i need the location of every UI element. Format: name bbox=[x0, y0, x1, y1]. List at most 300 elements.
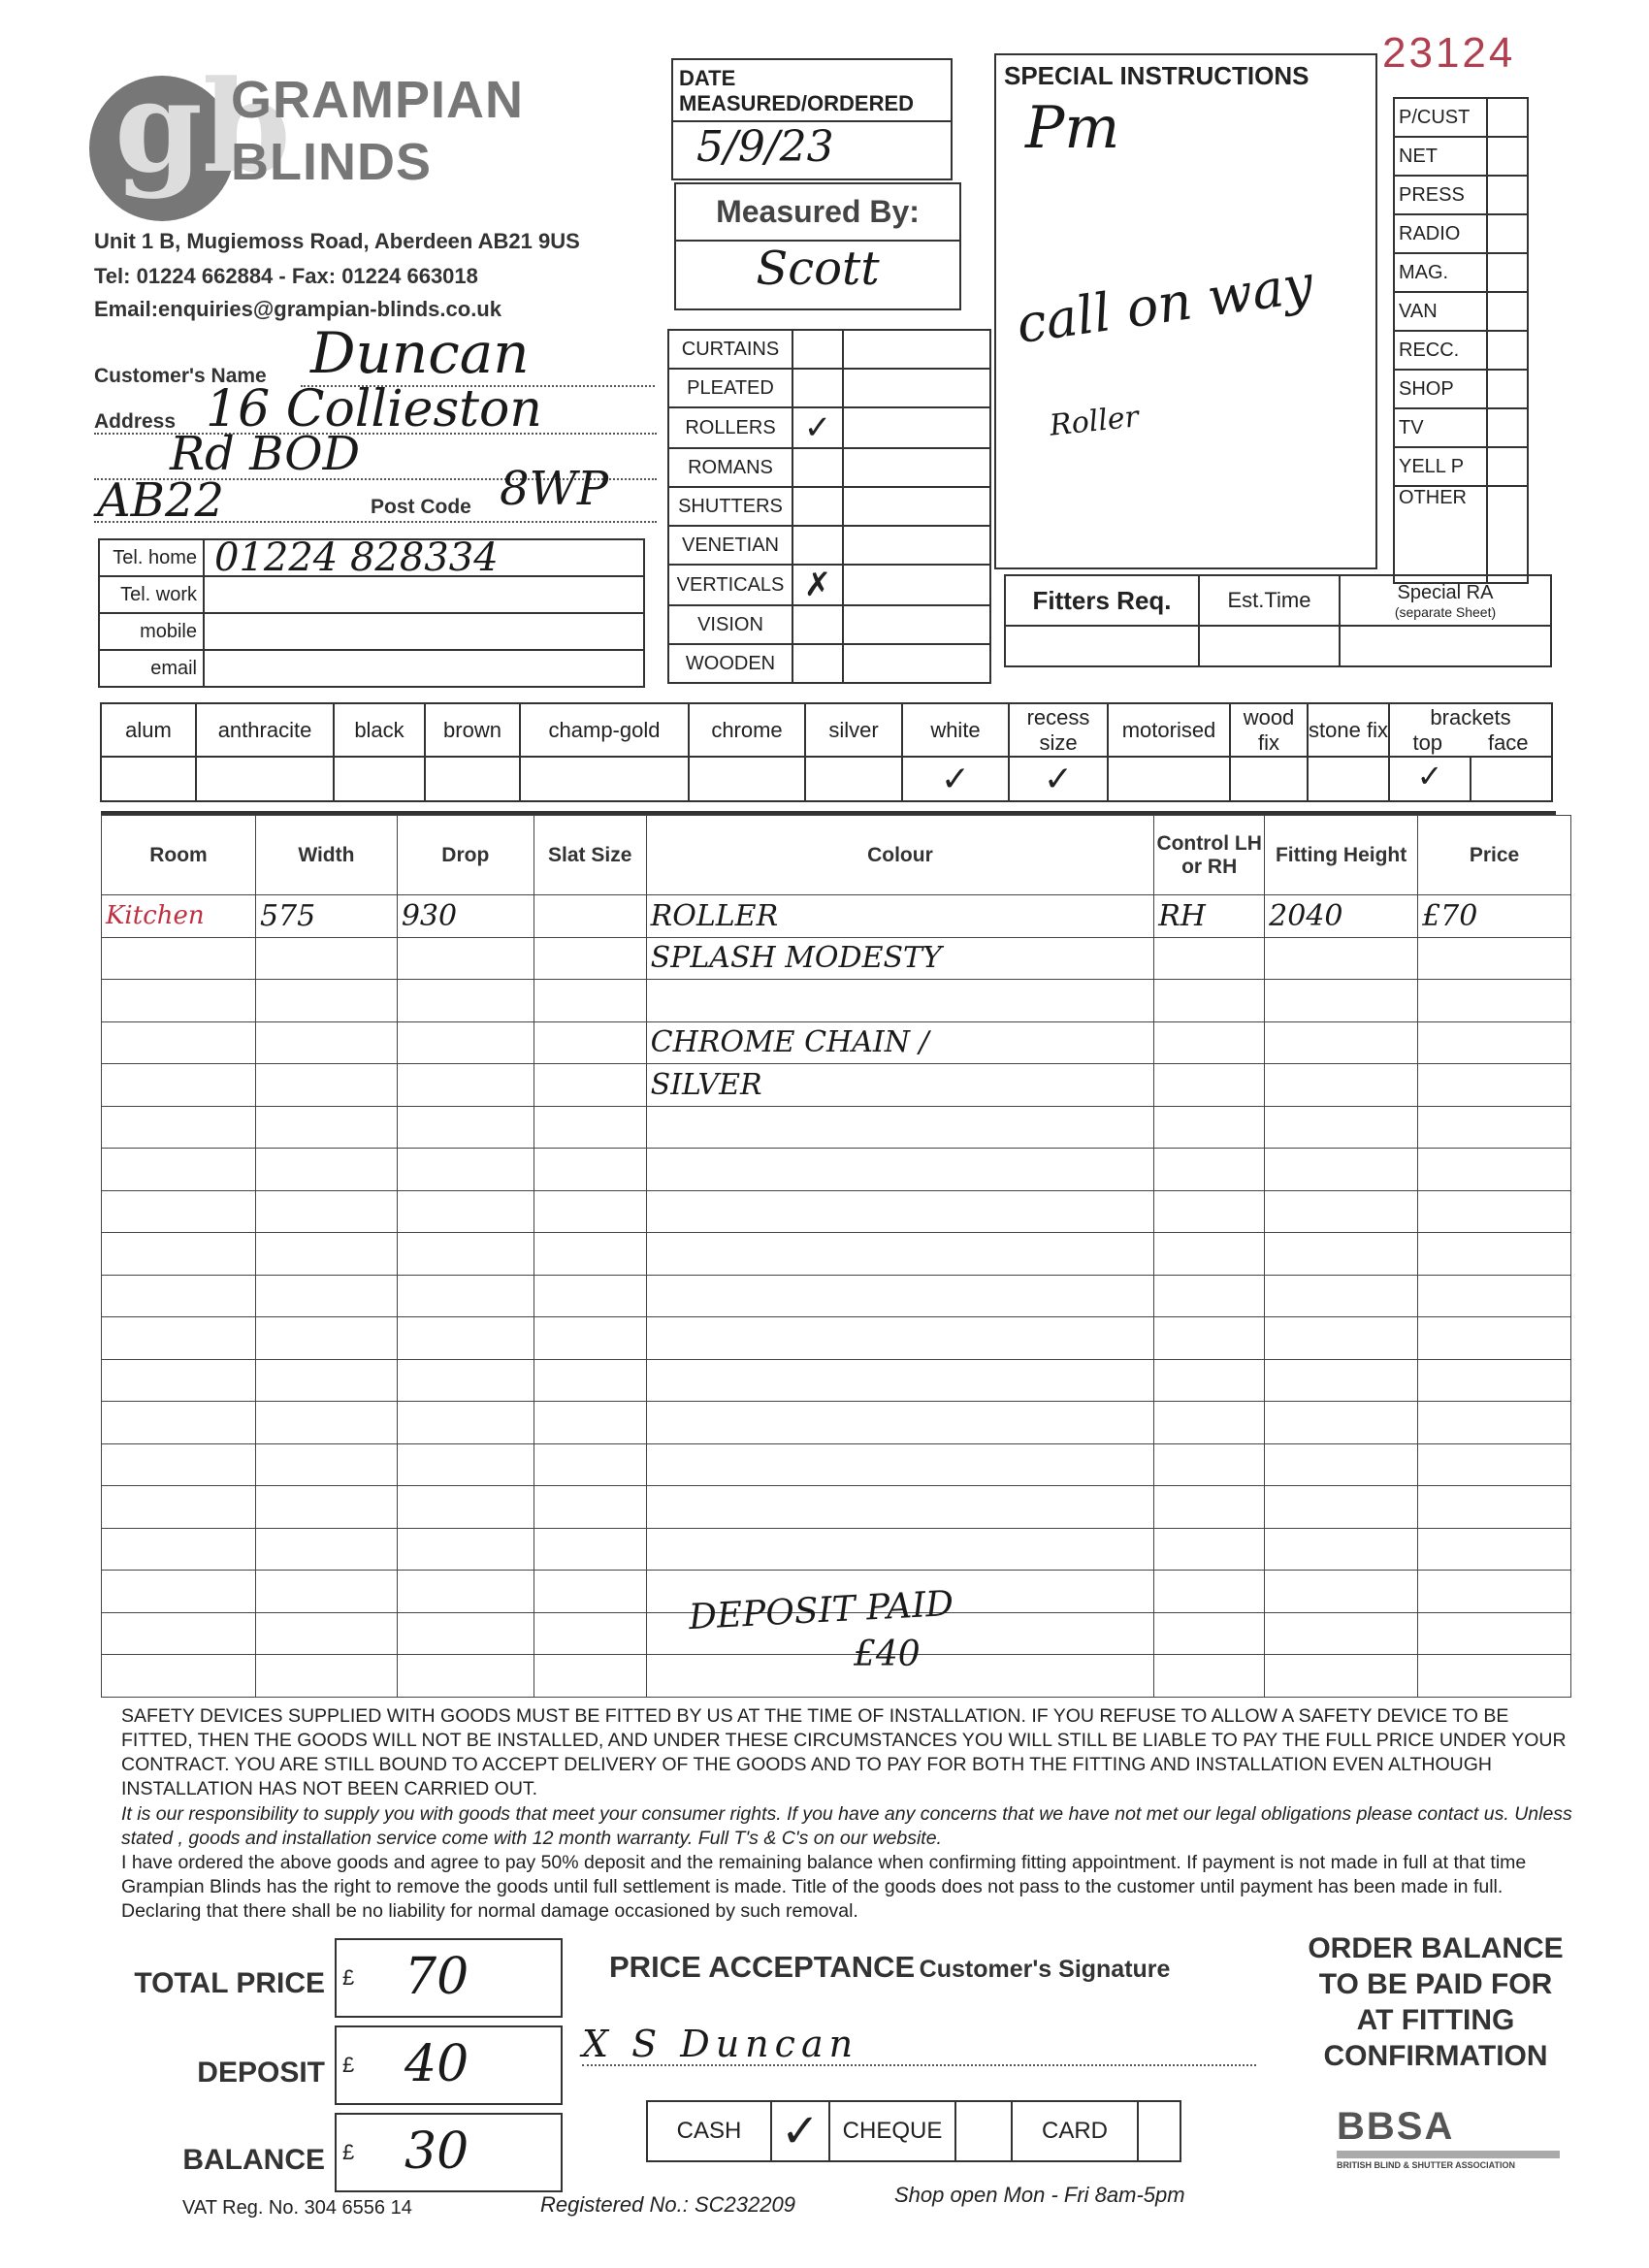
cheque-checkbox[interactable] bbox=[955, 2101, 1012, 2161]
table-cell[interactable]: RH bbox=[1154, 895, 1265, 938]
table-cell[interactable] bbox=[1154, 1233, 1265, 1276]
contact-table bbox=[98, 535, 645, 688]
address-line2-value[interactable]: Rd BOD bbox=[170, 427, 361, 481]
product-notes[interactable] bbox=[843, 565, 990, 605]
table-cell[interactable] bbox=[102, 1443, 256, 1486]
brackets-top-label: top bbox=[1412, 729, 1443, 755]
table-cell[interactable] bbox=[646, 1317, 1154, 1360]
special-instructions-box bbox=[994, 53, 1377, 569]
table-cell[interactable] bbox=[255, 1655, 397, 1698]
colour-option-checkbox[interactable] bbox=[689, 757, 805, 801]
table-cell[interactable] bbox=[1154, 980, 1265, 1022]
table-row bbox=[102, 1233, 1571, 1276]
customer-signature[interactable]: X S Duncan bbox=[582, 2023, 859, 2065]
special-instructions-note[interactable]: call on way bbox=[1013, 252, 1317, 356]
table-cell[interactable] bbox=[397, 1528, 534, 1571]
table-cell[interactable] bbox=[1265, 980, 1418, 1022]
table-cell[interactable] bbox=[1265, 1106, 1418, 1149]
table-row bbox=[102, 1443, 1571, 1486]
table-cell[interactable] bbox=[397, 1317, 534, 1360]
table-cell[interactable] bbox=[1154, 1275, 1265, 1317]
source-checkbox[interactable] bbox=[1487, 486, 1528, 583]
table-cell[interactable] bbox=[397, 1612, 534, 1655]
colour-option-label: recess size bbox=[1009, 703, 1108, 757]
fitters-req-field[interactable] bbox=[1005, 626, 1199, 666]
bbsa-logo bbox=[1337, 2105, 1560, 2170]
cash-checkbox[interactable]: ✓ bbox=[771, 2101, 829, 2161]
special-instructions-note[interactable]: Pm bbox=[1025, 94, 1120, 162]
table-cell[interactable]: SILVER bbox=[646, 1064, 1154, 1107]
colour-option-checkbox[interactable]: ✓ bbox=[1009, 757, 1108, 801]
source-checkbox[interactable] bbox=[1487, 331, 1528, 370]
table-cell[interactable] bbox=[1418, 1064, 1571, 1107]
table-cell[interactable] bbox=[646, 1402, 1154, 1444]
table-cell[interactable] bbox=[646, 1359, 1154, 1402]
product-notes[interactable] bbox=[843, 330, 990, 369]
table-cell[interactable] bbox=[534, 1655, 646, 1698]
total-price-label: TOTAL PRICE bbox=[134, 1967, 325, 1999]
date-label-2: MEASURED/ORDERED bbox=[673, 91, 951, 122]
table-cell[interactable] bbox=[534, 1106, 646, 1149]
company-phone: Tel: 01224 662884 - Fax: 01224 663018 bbox=[94, 264, 478, 288]
table-cell[interactable] bbox=[1154, 1443, 1265, 1486]
column-header: Colour bbox=[646, 816, 1154, 895]
table-row bbox=[102, 1149, 1571, 1191]
vat-number: VAT Reg. No. 304 6556 14 bbox=[182, 2197, 412, 2219]
table-cell[interactable] bbox=[255, 1064, 397, 1107]
source-row bbox=[1394, 486, 1528, 583]
product-row bbox=[668, 605, 990, 644]
bbsa-subtitle: BRITISH BLIND & SHUTTER ASSOCIATION bbox=[1337, 2160, 1515, 2170]
table-cell[interactable] bbox=[534, 1443, 646, 1486]
table-cell[interactable] bbox=[1154, 1571, 1265, 1613]
table-cell[interactable] bbox=[534, 1571, 646, 1613]
table-cell[interactable] bbox=[646, 1486, 1154, 1529]
product-notes[interactable] bbox=[843, 487, 990, 526]
product-label: VISION bbox=[668, 605, 792, 644]
table-cell[interactable] bbox=[102, 1233, 256, 1276]
table-cell[interactable]: SPLASH MODESTY bbox=[646, 937, 1154, 980]
table-cell[interactable] bbox=[1154, 1149, 1265, 1191]
table-cell[interactable]: £70 bbox=[1418, 895, 1571, 938]
contact-value[interactable] bbox=[204, 650, 644, 687]
table-cell[interactable] bbox=[397, 1064, 534, 1107]
order-balance-line: CONFIRMATION bbox=[1323, 2040, 1548, 2072]
colour-option-label: champ-gold bbox=[520, 703, 689, 757]
table-cell[interactable] bbox=[646, 1149, 1154, 1191]
table-cell[interactable] bbox=[255, 1021, 397, 1064]
brackets-option bbox=[1389, 703, 1552, 757]
product-checkbox[interactable] bbox=[792, 369, 843, 407]
table-cell[interactable] bbox=[102, 1486, 256, 1529]
table-cell[interactable] bbox=[102, 980, 256, 1022]
table-cell[interactable] bbox=[1265, 1612, 1418, 1655]
table-cell[interactable] bbox=[1418, 1021, 1571, 1064]
source-row bbox=[1394, 408, 1528, 447]
table-cell[interactable] bbox=[646, 1275, 1154, 1317]
product-label: ROMANS bbox=[668, 448, 792, 487]
source-checkbox[interactable] bbox=[1487, 253, 1528, 292]
table-cell[interactable] bbox=[1265, 1317, 1418, 1360]
table-cell[interactable] bbox=[255, 1528, 397, 1571]
table-cell[interactable] bbox=[102, 1655, 256, 1698]
table-cell[interactable] bbox=[1418, 1402, 1571, 1444]
deposit-label: DEPOSIT bbox=[197, 2057, 325, 2089]
product-list bbox=[667, 329, 991, 684]
product-checkbox[interactable] bbox=[792, 330, 843, 369]
logo-letters: gb bbox=[114, 52, 291, 201]
brackets-label: brackets bbox=[1430, 704, 1511, 729]
source-checkbox[interactable] bbox=[1487, 176, 1528, 214]
balance-box[interactable] bbox=[335, 2113, 563, 2192]
table-cell[interactable] bbox=[102, 1359, 256, 1402]
table-cell[interactable] bbox=[1418, 937, 1571, 980]
source-label: VAN bbox=[1394, 292, 1487, 331]
product-notes[interactable] bbox=[843, 448, 990, 487]
table-cell[interactable] bbox=[102, 1106, 256, 1149]
table-cell[interactable] bbox=[646, 1443, 1154, 1486]
balance-value: 30 bbox=[404, 2122, 469, 2181]
table-cell[interactable] bbox=[397, 1106, 534, 1149]
table-cell[interactable] bbox=[534, 980, 646, 1022]
terms-rights: It is our responsibility to supply you with goods that meet your consumer rights. If you have any concerns that we have not met our legal obligations please contact us. Unless stated , goods and installation service come with 12 month warranty. Full T's & C's on our website. bbox=[121, 1803, 1572, 1849]
table-cell[interactable] bbox=[534, 1359, 646, 1402]
contact-label: email bbox=[99, 650, 204, 687]
pound-sign: £ bbox=[342, 1965, 355, 1990]
table-cell[interactable] bbox=[255, 937, 397, 980]
table-cell[interactable] bbox=[534, 1064, 646, 1107]
product-checkbox[interactable]: ✗ bbox=[792, 565, 843, 605]
source-row bbox=[1394, 253, 1528, 292]
table-cell[interactable] bbox=[397, 937, 534, 980]
source-checkbox[interactable] bbox=[1487, 214, 1528, 253]
product-checkbox[interactable] bbox=[792, 644, 843, 683]
source-checkbox[interactable] bbox=[1487, 292, 1528, 331]
table-cell[interactable] bbox=[397, 1190, 534, 1233]
colour-options bbox=[100, 702, 1553, 802]
source-label: NET bbox=[1394, 137, 1487, 176]
brackets-face-checkbox[interactable] bbox=[1471, 758, 1551, 800]
colour-option-checkbox[interactable] bbox=[805, 757, 902, 801]
address-line1-value[interactable]: 16 Collieston bbox=[206, 380, 542, 438]
special-ra-label: Special RA bbox=[1397, 581, 1494, 603]
table-cell[interactable]: 2040 bbox=[1265, 895, 1418, 938]
table-cell[interactable] bbox=[255, 1190, 397, 1233]
table-cell[interactable] bbox=[1418, 1190, 1571, 1233]
table-cell[interactable] bbox=[534, 1612, 646, 1655]
table-cell[interactable] bbox=[102, 1317, 256, 1360]
colour-option-checkbox[interactable] bbox=[1308, 757, 1389, 801]
table-cell[interactable]: 930 bbox=[397, 895, 534, 938]
colour-option-label: alum bbox=[101, 703, 196, 757]
contact-label: Tel. home bbox=[99, 539, 204, 576]
table-cell[interactable] bbox=[534, 1528, 646, 1571]
table-cell[interactable] bbox=[1154, 1402, 1265, 1444]
cheque-label: CHEQUE bbox=[829, 2101, 955, 2161]
table-cell[interactable] bbox=[397, 1486, 534, 1529]
table-cell[interactable] bbox=[102, 1021, 256, 1064]
colour-option-label: white bbox=[902, 703, 1009, 757]
table-cell[interactable] bbox=[397, 1021, 534, 1064]
table-cell[interactable] bbox=[646, 1528, 1154, 1571]
table-cell[interactable] bbox=[1154, 1612, 1265, 1655]
table-cell[interactable] bbox=[534, 1317, 646, 1360]
column-header: Room bbox=[102, 816, 256, 895]
table-cell[interactable] bbox=[1154, 937, 1265, 980]
postcode-label: Post Code bbox=[371, 496, 471, 518]
product-notes[interactable] bbox=[843, 644, 990, 683]
source-checkbox[interactable] bbox=[1487, 408, 1528, 447]
table-cell[interactable] bbox=[255, 1317, 397, 1360]
colour-option-checkbox[interactable]: ✓ bbox=[902, 757, 1009, 801]
product-notes[interactable] bbox=[843, 605, 990, 644]
product-label: WOODEN bbox=[668, 644, 792, 683]
table-cell[interactable] bbox=[397, 980, 534, 1022]
table-cell[interactable] bbox=[1265, 1190, 1418, 1233]
table-cell[interactable] bbox=[397, 1443, 534, 1486]
colour-option-checkbox[interactable] bbox=[1230, 757, 1308, 801]
table-cell[interactable] bbox=[534, 1486, 646, 1529]
deposit-note-amount: £40 bbox=[854, 1635, 921, 1674]
table-cell[interactable]: ROLLER bbox=[646, 895, 1154, 938]
table-cell[interactable] bbox=[1265, 1571, 1418, 1613]
table-row bbox=[102, 937, 1571, 980]
table-cell[interactable] bbox=[1418, 1233, 1571, 1276]
table-cell[interactable] bbox=[534, 1190, 646, 1233]
order-balance-line: ORDER BALANCE bbox=[1308, 1932, 1564, 1964]
table-row bbox=[102, 1106, 1571, 1149]
table-cell[interactable] bbox=[1265, 1149, 1418, 1191]
product-checkbox[interactable] bbox=[792, 487, 843, 526]
table-cell[interactable] bbox=[397, 1402, 534, 1444]
table-cell[interactable] bbox=[1265, 1528, 1418, 1571]
table-cell[interactable] bbox=[1418, 1275, 1571, 1317]
table-cell[interactable] bbox=[397, 1571, 534, 1613]
colour-option-checkbox[interactable] bbox=[425, 757, 520, 801]
table-cell[interactable] bbox=[102, 1190, 256, 1233]
source-checkbox[interactable] bbox=[1487, 98, 1528, 137]
table-cell[interactable] bbox=[534, 1149, 646, 1191]
table-cell[interactable] bbox=[397, 1275, 534, 1317]
table-cell[interactable] bbox=[1154, 1317, 1265, 1360]
table-cell[interactable] bbox=[646, 1190, 1154, 1233]
table-cell[interactable]: CHROME CHAIN / bbox=[646, 1021, 1154, 1064]
measured-by-value[interactable]: Scott bbox=[756, 242, 880, 296]
table-cell[interactable] bbox=[102, 1571, 256, 1613]
table-cell[interactable] bbox=[1154, 1064, 1265, 1107]
special-ra-field[interactable] bbox=[1340, 626, 1551, 666]
contact-label: Tel. work bbox=[99, 576, 204, 613]
colour-option-checkbox[interactable] bbox=[1108, 757, 1230, 801]
product-notes[interactable] bbox=[843, 369, 990, 407]
table-cell[interactable] bbox=[102, 1402, 256, 1444]
contact-value[interactable]: 01224 828334 bbox=[204, 539, 644, 576]
table-cell[interactable] bbox=[534, 1021, 646, 1064]
colour-option-checkbox[interactable] bbox=[196, 757, 334, 801]
table-cell[interactable] bbox=[534, 1233, 646, 1276]
colour-option-checkbox[interactable] bbox=[520, 757, 689, 801]
table-cell[interactable] bbox=[255, 1486, 397, 1529]
balance-label: BALANCE bbox=[182, 2144, 325, 2176]
table-cell[interactable] bbox=[255, 980, 397, 1022]
table-cell[interactable] bbox=[102, 1064, 256, 1107]
source-label: RADIO bbox=[1394, 214, 1487, 253]
table-cell[interactable] bbox=[534, 1402, 646, 1444]
order-balance-line: TO BE PAID FOR bbox=[1318, 1968, 1553, 2000]
contact-value[interactable] bbox=[204, 576, 644, 613]
table-cell[interactable] bbox=[102, 1275, 256, 1317]
table-cell[interactable] bbox=[397, 1149, 534, 1191]
table-cell[interactable] bbox=[255, 1233, 397, 1276]
table-cell[interactable] bbox=[102, 937, 256, 980]
table-cell[interactable] bbox=[255, 1359, 397, 1402]
card-checkbox[interactable] bbox=[1138, 2101, 1180, 2161]
payment-method bbox=[646, 2100, 1181, 2162]
table-cell[interactable] bbox=[255, 1106, 397, 1149]
contact-row bbox=[99, 650, 644, 687]
table-cell[interactable] bbox=[1265, 1443, 1418, 1486]
table-cell[interactable] bbox=[397, 1233, 534, 1276]
colour-option-label: brown bbox=[425, 703, 520, 757]
product-checkbox[interactable] bbox=[792, 448, 843, 487]
product-row bbox=[668, 448, 990, 487]
brackets-face-label: face bbox=[1487, 729, 1529, 755]
est-time-field[interactable] bbox=[1199, 626, 1340, 666]
source-row bbox=[1394, 98, 1528, 137]
table-cell[interactable] bbox=[1265, 1064, 1418, 1107]
table-cell[interactable] bbox=[1418, 980, 1571, 1022]
source-row bbox=[1394, 214, 1528, 253]
product-label: VENETIAN bbox=[668, 526, 792, 565]
table-cell[interactable] bbox=[1154, 1359, 1265, 1402]
table-cell[interactable] bbox=[1154, 1528, 1265, 1571]
table-cell[interactable] bbox=[1418, 1317, 1571, 1360]
product-checkbox[interactable] bbox=[792, 526, 843, 565]
table-cell[interactable] bbox=[397, 1359, 534, 1402]
table-cell[interactable] bbox=[255, 1402, 397, 1444]
table-cell[interactable] bbox=[1418, 1486, 1571, 1529]
bbsa-logo-text: BBSA bbox=[1337, 2105, 1455, 2148]
table-cell[interactable]: 575 bbox=[255, 895, 397, 938]
product-notes[interactable] bbox=[843, 407, 990, 448]
table-cell[interactable] bbox=[1265, 937, 1418, 980]
table-cell[interactable] bbox=[1154, 1021, 1265, 1064]
deposit-note: DEPOSIT PAID bbox=[688, 1583, 955, 1638]
measured-by-label: Measured By: bbox=[676, 184, 959, 242]
company-address: Unit 1 B, Mugiemoss Road, Aberdeen AB21 9US bbox=[94, 229, 580, 253]
table-cell[interactable] bbox=[646, 1106, 1154, 1149]
date-value[interactable]: 5/9/23 bbox=[696, 122, 834, 172]
table-cell[interactable] bbox=[1418, 1443, 1571, 1486]
table-cell[interactable] bbox=[1418, 1655, 1571, 1698]
table-cell[interactable] bbox=[1154, 1655, 1265, 1698]
company-name-line1: GRAMPIAN bbox=[231, 71, 524, 129]
table-cell[interactable] bbox=[255, 1149, 397, 1191]
address-line3-value[interactable]: AB22 bbox=[97, 473, 225, 528]
table-cell[interactable] bbox=[1265, 1486, 1418, 1529]
table-row bbox=[102, 1528, 1571, 1571]
colour-option-checkbox[interactable] bbox=[334, 757, 425, 801]
table-cell[interactable] bbox=[1265, 1021, 1418, 1064]
table-cell[interactable] bbox=[534, 895, 646, 938]
table-cell[interactable] bbox=[1154, 1486, 1265, 1529]
address-label: Address bbox=[94, 410, 177, 433]
table-cell[interactable] bbox=[102, 1528, 256, 1571]
table-cell[interactable]: Kitchen bbox=[102, 895, 256, 938]
column-header: Slat Size bbox=[534, 816, 646, 895]
total-price-box[interactable] bbox=[335, 1938, 563, 2018]
table-cell[interactable] bbox=[1154, 1190, 1265, 1233]
brackets-checkboxes bbox=[1389, 757, 1552, 801]
customer-name-value[interactable]: Duncan bbox=[310, 320, 530, 386]
contact-value[interactable] bbox=[204, 613, 644, 650]
product-checkbox[interactable] bbox=[792, 605, 843, 644]
product-checkbox[interactable]: ✓ bbox=[792, 407, 843, 448]
source-row bbox=[1394, 370, 1528, 408]
special-instructions-note[interactable]: Roller bbox=[1048, 400, 1141, 443]
table-cell[interactable] bbox=[1265, 1402, 1418, 1444]
column-header: Width bbox=[255, 816, 397, 895]
table-cell[interactable] bbox=[1265, 1655, 1418, 1698]
product-row bbox=[668, 565, 990, 605]
deposit-value: 40 bbox=[404, 2035, 469, 2093]
product-row bbox=[668, 526, 990, 565]
colour-option-label: anthracite bbox=[196, 703, 334, 757]
table-cell[interactable] bbox=[1418, 1612, 1571, 1655]
table-cell[interactable] bbox=[102, 1149, 256, 1191]
table-cell[interactable] bbox=[646, 1233, 1154, 1276]
table-cell[interactable] bbox=[1265, 1275, 1418, 1317]
table-cell[interactable] bbox=[102, 1612, 256, 1655]
table-cell[interactable] bbox=[1418, 1149, 1571, 1191]
source-checkbox[interactable] bbox=[1487, 447, 1528, 486]
table-cell[interactable] bbox=[1418, 1528, 1571, 1571]
table-cell[interactable] bbox=[1265, 1359, 1418, 1402]
table-cell[interactable] bbox=[534, 937, 646, 980]
table-cell[interactable] bbox=[255, 1275, 397, 1317]
table-row bbox=[102, 1021, 1571, 1064]
postcode-value[interactable]: 8WP bbox=[500, 462, 609, 516]
product-notes[interactable] bbox=[843, 526, 990, 565]
table-cell[interactable] bbox=[1418, 1359, 1571, 1402]
brackets-top-checkbox[interactable]: ✓ bbox=[1390, 758, 1471, 800]
deposit-box[interactable] bbox=[335, 2025, 563, 2105]
source-checkbox[interactable] bbox=[1487, 370, 1528, 408]
source-checkbox[interactable] bbox=[1487, 137, 1528, 176]
table-cell[interactable] bbox=[1265, 1233, 1418, 1276]
measured-by-box bbox=[674, 182, 961, 310]
colour-option-label: black bbox=[334, 703, 425, 757]
table-cell[interactable] bbox=[397, 1655, 534, 1698]
column-header: Price bbox=[1418, 816, 1571, 895]
source-label: P/CUST bbox=[1394, 98, 1487, 137]
table-cell[interactable] bbox=[1154, 1106, 1265, 1149]
source-label: MAG. bbox=[1394, 253, 1487, 292]
source-label: RECC. bbox=[1394, 331, 1487, 370]
product-label: SHUTTERS bbox=[668, 487, 792, 526]
source-label: OTHER bbox=[1394, 486, 1487, 583]
table-cell[interactable] bbox=[255, 1612, 397, 1655]
table-cell[interactable] bbox=[534, 1275, 646, 1317]
colour-option-checkbox[interactable] bbox=[101, 757, 196, 801]
table-cell[interactable] bbox=[255, 1443, 397, 1486]
table-cell[interactable] bbox=[646, 980, 1154, 1022]
terms-safety: SAFETY DEVICES SUPPLIED WITH GOODS MUST BE FITTED BY US AT THE TIME OF INSTALLATION. IF YOU REFUSE TO ALLOW A SAFETY DEVICE TO BE FITTED, THEN THE GOODS WILL NOT BE INSTALLED, AND UNDER THESE CIRCUMSTANCES YOU WILL STILL BE LIABLE TO PAY THE FULL PRICE UNDER YOUR CONTRACT. YOU ARE STILL BOUND TO ACCEPT DELIVERY OF THE GOODS AND TO PAY FOR BOTH THE FITTING AND INSTALLATION EVEN ALTHOUGH INSTALLATION HAS NOT BEEN CARRIED OUT. bbox=[121, 1705, 1567, 1799]
table-cell[interactable] bbox=[1418, 1571, 1571, 1613]
source-label: SHOP bbox=[1394, 370, 1487, 408]
table-cell[interactable] bbox=[1418, 1106, 1571, 1149]
table-cell[interactable] bbox=[255, 1571, 397, 1613]
